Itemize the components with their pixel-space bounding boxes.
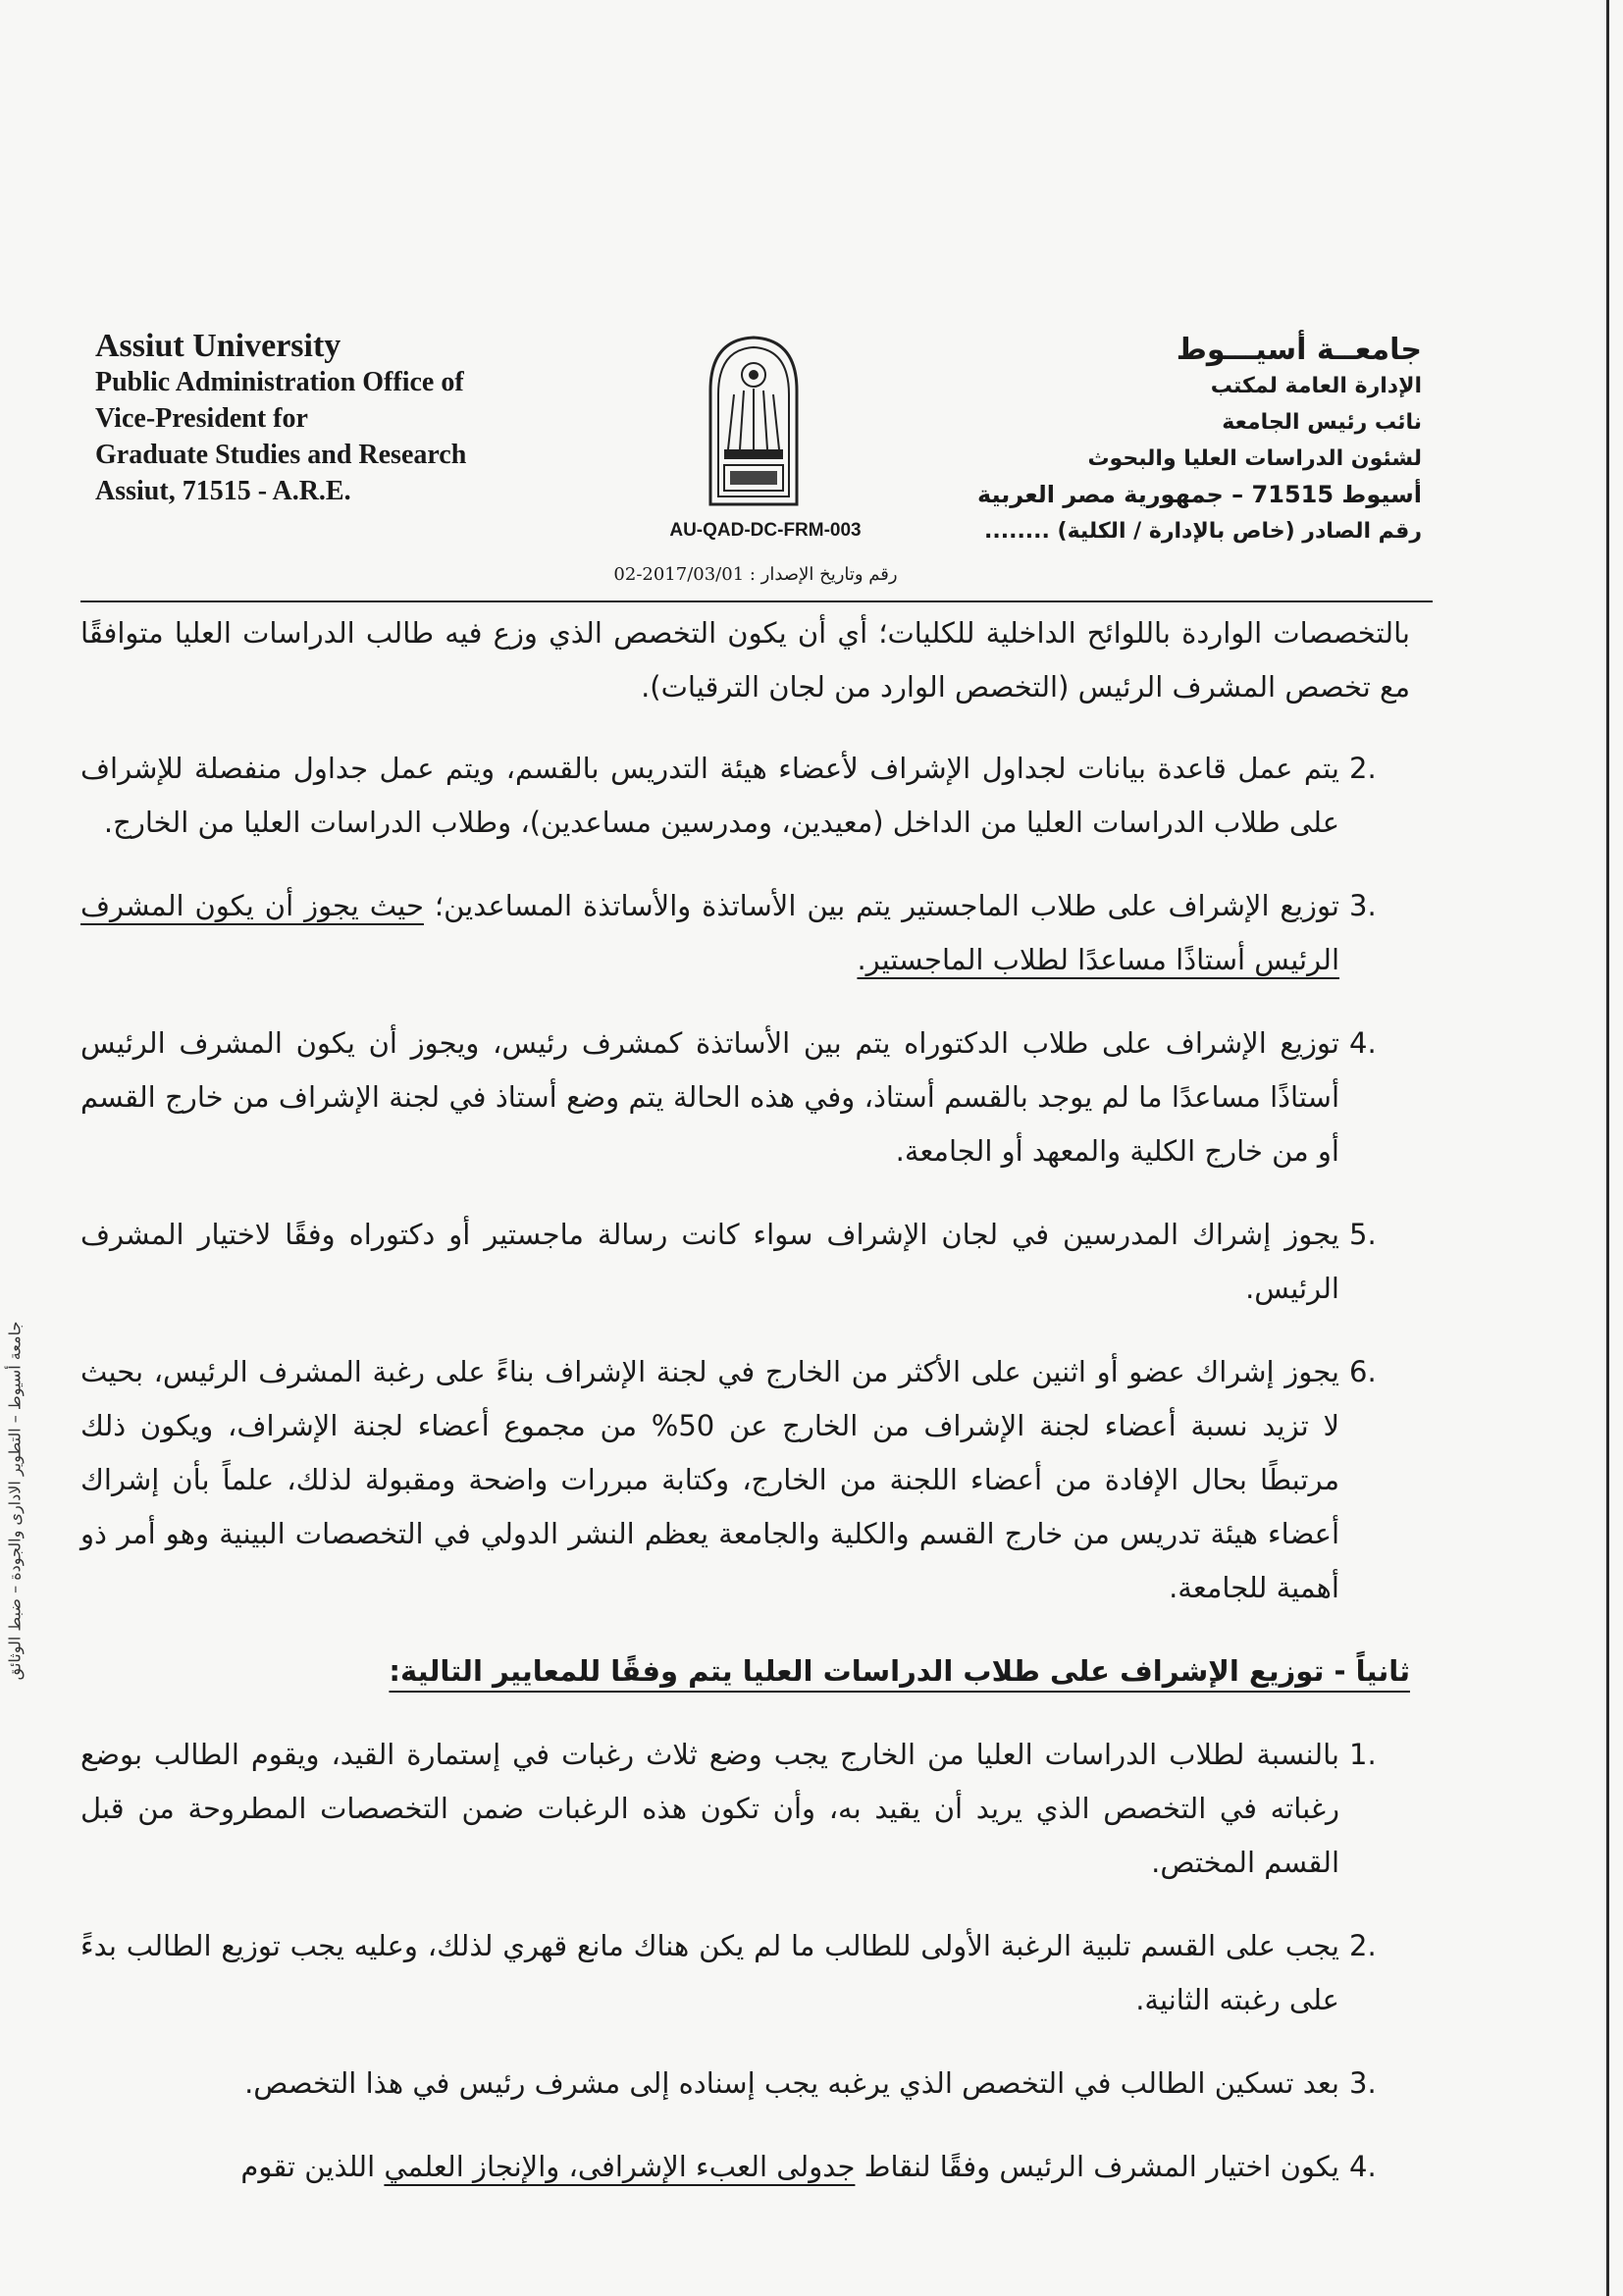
issue-date: رقم وتاريخ الإصدار : 2017/03/01-02 bbox=[613, 564, 898, 585]
header-ref-ar: رقم الصادر (خاص بالإدارة / الكلية) ........ bbox=[984, 519, 1422, 544]
header-line-ar: لشئون الدراسات العليا والبحوث bbox=[1087, 446, 1422, 471]
item-number: 3. bbox=[1349, 2066, 1377, 2100]
list-item bbox=[80, 2140, 1410, 2194]
item-text: يجب على القسم تلبية الرغبة الأولى للطالب ما لم يكن هناك مانع قهري لذلك، وعليه يجب توزيع الطالب بدءً على رغبته الثانية. bbox=[80, 1929, 1339, 2016]
item-text: بالنسبة لطلاب الدراسات العليا من الخارج يجب وضع ثلاث رغبات في إستمارة القيد، ويقوم الطالب بوضع رغباته في التخصص الذي يريد أن يقيد به، وأن تكون هذه الرغبات ضمن التخصصات المطروحة من قبل القسم المختص. bbox=[80, 1738, 1339, 1879]
list-item bbox=[80, 1728, 1410, 1890]
intro-paragraph: بالتخصصات الواردة باللوائح الداخلية للكليات؛ أي أن يكون التخصص الذي وزع فيه طالب الدراسات العليا متوافقًا مع تخصص المشرف الرئيس (التخصص الوارد من لجان الترقيات). bbox=[80, 616, 1410, 704]
header-divider bbox=[80, 600, 1433, 602]
item-text: يتم عمل قاعدة بيانات لجداول الإشراف لأعضاء هيئة التدريس بالقسم، ويتم عمل جداول منفصلة للإشراف على طلاب الدراسات العليا من الداخل (معيدين، ومدرسين مساعدين)، وطلاب الدراسات العليا من الخارج. bbox=[80, 752, 1339, 839]
item-number: 2. bbox=[1349, 752, 1377, 785]
item-text: يجوز إشراك المدرسين في لجان الإشراف سواء كانت رسالة ماجستير أو دكتوراه وفقًا لاختيار المشرف الرئيس. bbox=[80, 1218, 1339, 1305]
list-item bbox=[80, 1919, 1410, 2027]
item-text: يجوز إشراك عضو أو اثنين على الأكثر من الخارج في لجنة الإشراف بناءً على رغبة المشرف الرئيس، بحيث لا تزيد نسبة أعضاء لجنة الإشراف من الخارج عن 50% من مجموع أعضاء لجنة الإشراف، ويكون ذلك مرتبطًا بحال الإفادة من أعضاء اللجنة من الخارج، وكتابة مبررات واضحة ومقبولة لذلك، علماً بأن إشراك أعضاء هيئة تدريس من خارج القسم والكلية والجامعة يعظم النشر الدولي في التخصصات البينية وهو أمر ذو أهمية للجامعة. bbox=[80, 1355, 1339, 1604]
list-item bbox=[80, 1017, 1410, 1178]
item-number: 3. bbox=[1349, 889, 1377, 922]
header-line-en: Graduate Studies and Research bbox=[95, 440, 467, 470]
form-code: AU-QAD-DC-FRM-003 bbox=[669, 520, 862, 541]
header-line-en: Vice-President for bbox=[95, 403, 308, 434]
section-heading: ثانياً - توزيع الإشراف على طلاب الدراسات العليا يتم وفقًا للمعايير التالية: bbox=[389, 1654, 1410, 1688]
list-item bbox=[80, 742, 1410, 850]
university-logo-icon bbox=[705, 332, 803, 508]
header-line-en: Public Administration Office of bbox=[95, 367, 464, 397]
item-text: يكون اختيار المشرف الرئيس وفقًا لنقاط bbox=[864, 2150, 1339, 2183]
item-text-underlined: جدولى العبء الإشرافى، والإنجاز العلمي bbox=[384, 2150, 856, 2183]
item-text: توزيع الإشراف على طلاب الماجستير يتم بين الأساتذة والأساتذة المساعدين؛ bbox=[434, 889, 1339, 922]
item-text-tail: اللذين تقوم bbox=[240, 2150, 376, 2183]
item-number: 1. bbox=[1349, 1738, 1377, 1771]
university-name-en: Assiut University bbox=[95, 328, 341, 364]
item-text-underlined: حيث يجوز أن يكون المشرف الرئيس أستاذًا مساعدًا لطلاب الماجستير. bbox=[80, 889, 1339, 976]
item-number: 6. bbox=[1349, 1355, 1377, 1388]
header-address-ar: أسيوط 71515 – جمهورية مصر العربية bbox=[976, 481, 1422, 508]
header-line-en: Assiut, 71515 - A.R.E. bbox=[95, 476, 351, 506]
header-line-ar: نائب رئيس الجامعة bbox=[1222, 410, 1422, 435]
document-body bbox=[80, 606, 1410, 2223]
item-number: 4. bbox=[1349, 2150, 1377, 2183]
vertical-side-note: جامعة أسيوط – التطوير الادارى والجودة – ضبط الوثائق bbox=[5, 1321, 25, 1681]
item-number: 5. bbox=[1349, 1218, 1377, 1251]
item-number: 2. bbox=[1349, 1929, 1377, 1962]
item-number: 4. bbox=[1349, 1026, 1377, 1060]
scan-edge-border bbox=[1606, 0, 1609, 2296]
list-item bbox=[80, 2057, 1410, 2111]
list-item bbox=[80, 1345, 1410, 1615]
header-line-ar: الإدارة العامة لمكتب bbox=[1210, 374, 1422, 398]
item-text: بعد تسكين الطالب في التخصص الذي يرغبه يجب إسناده إلى مشرف رئيس في هذا التخصص. bbox=[244, 2066, 1339, 2100]
item-text: توزيع الإشراف على طلاب الدكتوراه يتم بين الأساتذة كمشرف رئيس، ويجوز أن يكون المشرف الرئيس أستاذًا مساعدًا ما لم يوجد بالقسم أستاذ، وفي هذه الحالة يتم وضع أستاذ في لجنة الإشراف من خارج القسم أو من خارج الكلية والمعهد أو الجامعة. bbox=[80, 1026, 1339, 1168]
list-item bbox=[80, 1208, 1410, 1316]
header-english bbox=[95, 328, 645, 509]
list-item bbox=[80, 879, 1410, 987]
header-arabic bbox=[912, 332, 1422, 549]
university-name-ar: جامعــة أسيـــوط bbox=[1176, 333, 1422, 367]
